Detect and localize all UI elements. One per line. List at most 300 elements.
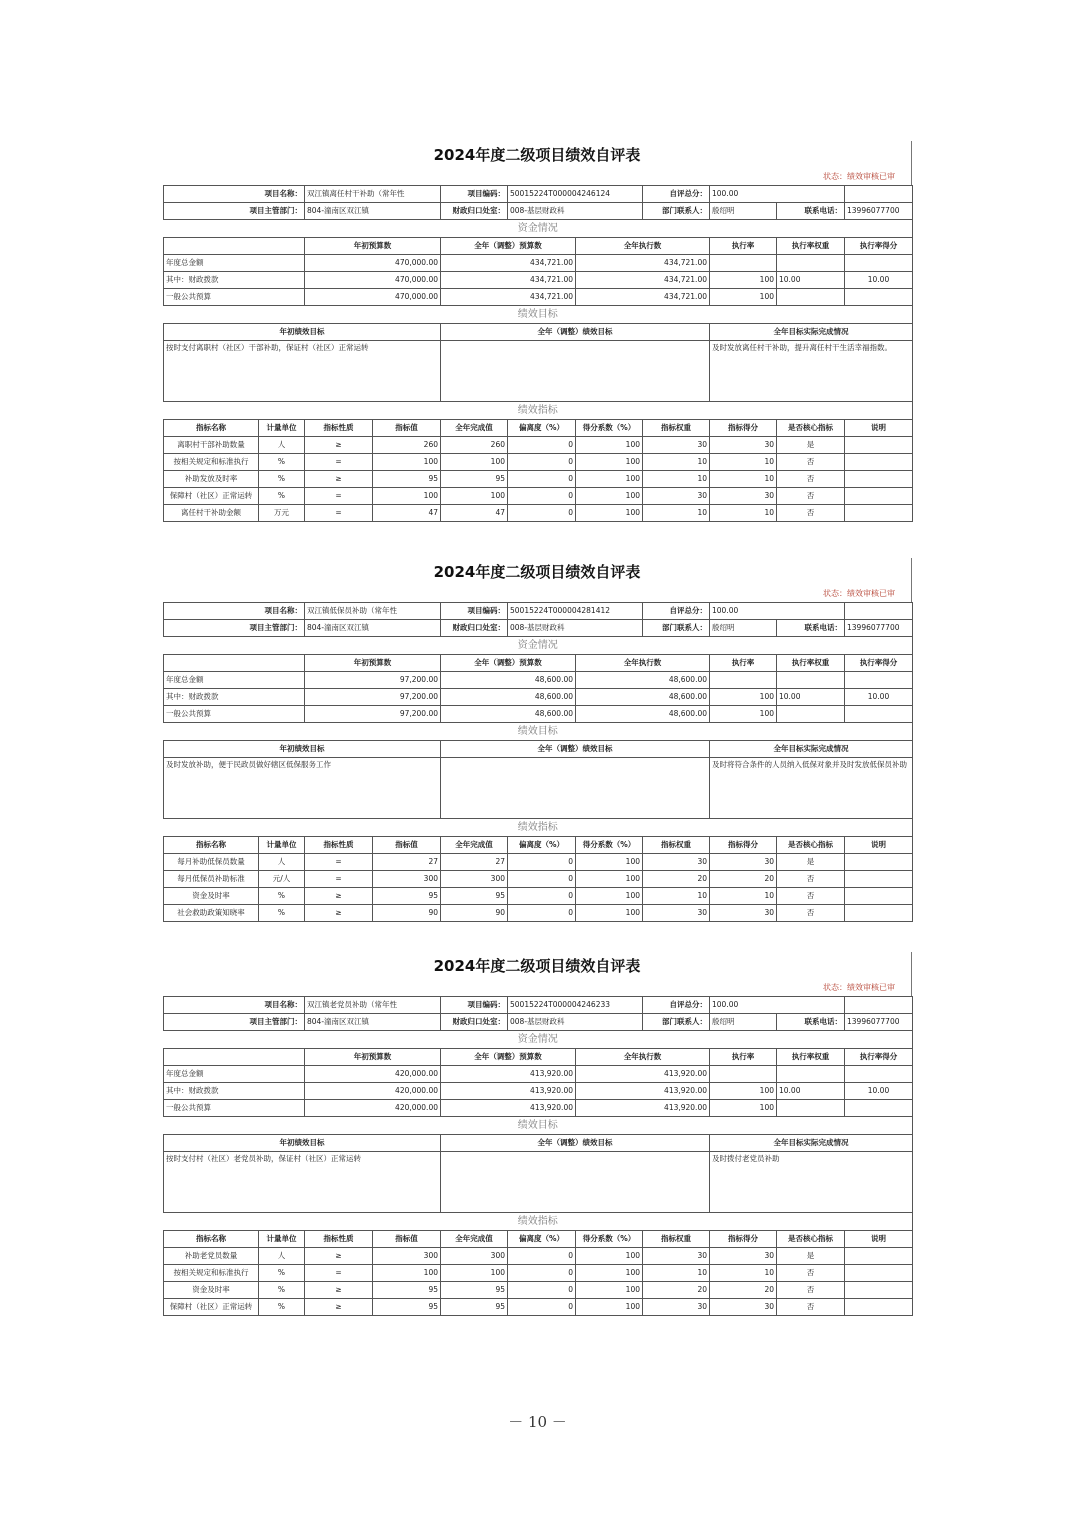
indicator-cell: 100 (576, 905, 643, 922)
indicator-cell: 人 (259, 854, 305, 871)
header-cell: 执行率 (710, 1049, 777, 1066)
indicator-cell: ≥ (305, 1248, 373, 1265)
budget-cell: 413,920.00 (441, 1100, 576, 1117)
indicator-cell: 否 (777, 505, 845, 522)
budget-cell: 10.00 (845, 272, 913, 289)
indicator-cell: 每月补助低保员数量 (164, 854, 259, 871)
budget-cell (845, 706, 913, 723)
indicator-cell: 0 (508, 871, 576, 888)
label-dept: 项目主管部门： (164, 1014, 305, 1031)
indicator-cell: 按相关规定和标准执行 (164, 454, 259, 471)
budget-row (164, 289, 913, 306)
indicator-cell: 30 (643, 488, 710, 505)
label-contact: 部门联系人： (643, 620, 710, 637)
value-self-score: 100.00 (710, 603, 845, 620)
indicator-cell: 90 (441, 905, 508, 922)
goal-adjusted (441, 341, 710, 402)
indicator-cell: 离职村干部补助数量 (164, 437, 259, 454)
indicator-cell: 补助发放及时率 (164, 471, 259, 488)
budget-cell: 10.00 (777, 689, 845, 706)
indicator-cell: 260 (441, 437, 508, 454)
indicator-cell: 补助老党员数量 (164, 1248, 259, 1265)
budget-cell: 48,600.00 (576, 672, 710, 689)
indicator-cell: 300 (441, 871, 508, 888)
budget-cell: 413,920.00 (576, 1083, 710, 1100)
budget-cell: 48,600.00 (441, 689, 576, 706)
header-cell: 计量单位 (259, 1231, 305, 1248)
budget-cell (710, 672, 777, 689)
indicator-cell: 100 (576, 505, 643, 522)
indicator-cell: 是 (777, 1248, 845, 1265)
header-cell: 指标得分 (710, 420, 777, 437)
indicator-cell: 100 (441, 454, 508, 471)
budget-cell: 434,721.00 (441, 289, 576, 306)
indicator-cell: 95 (441, 471, 508, 488)
indicator-cell (845, 871, 913, 888)
header-cell: 指标名称 (164, 420, 259, 437)
header-cell: 指标性质 (305, 1231, 373, 1248)
indicator-row (164, 1282, 913, 1299)
label-finance-office: 财政归口处室： (441, 1014, 508, 1031)
header-cell: 指标性质 (305, 837, 373, 854)
indicator-row (164, 488, 913, 505)
budget-cell: 10.00 (845, 689, 913, 706)
goal-adjusted (441, 1152, 710, 1213)
budget-cell: 420,000.00 (305, 1100, 441, 1117)
indicator-cell: 95 (441, 888, 508, 905)
goal-initial: 及时发放补助，便于民政员做好辖区低保服务工作 (164, 758, 441, 819)
blank-cell (845, 186, 913, 203)
budget-cell: 10.00 (777, 272, 845, 289)
budget-cell (845, 1066, 913, 1083)
indicator-row (164, 1265, 913, 1282)
indicator-cell: 100 (373, 454, 441, 471)
evaluation-table (163, 996, 913, 1316)
indicator-cell: 人 (259, 437, 305, 454)
header-cell: 偏离度（%） (508, 420, 576, 437)
label-phone: 联系电话： (777, 620, 845, 637)
form-title: 2024年度二级项目绩效自评表 (163, 141, 912, 169)
header-cell: 全年目标实际完成情况 (710, 741, 913, 758)
status-label: 状态：绩效审核已审 (163, 980, 912, 996)
value-self-score: 100.00 (710, 997, 845, 1014)
header-cell: 全年执行数 (576, 238, 710, 255)
indicator-cell: = (305, 454, 373, 471)
row-label: 其中：财政拨款 (164, 689, 305, 706)
budget-row (164, 689, 913, 706)
row-label: 其中：财政拨款 (164, 1083, 305, 1100)
indicator-cell: = (305, 488, 373, 505)
section-funds: 资金情况 (164, 637, 913, 655)
label-phone: 联系电话： (777, 203, 845, 220)
indicator-cell: 0 (508, 1265, 576, 1282)
label-project-code: 项目编码： (441, 997, 508, 1014)
indicator-cell (845, 1282, 913, 1299)
budget-cell: 48,600.00 (576, 689, 710, 706)
indicator-row (164, 871, 913, 888)
value-phone: 13996077700 (845, 203, 913, 220)
value-project-code: 50015224T000004246124 (508, 186, 643, 203)
value-contact: 殷绍明 (710, 1014, 777, 1031)
budget-cell: 100 (710, 689, 777, 706)
row-label: 其中：财政拨款 (164, 272, 305, 289)
header-cell: 全年完成值 (441, 420, 508, 437)
indicator-cell: ≥ (305, 888, 373, 905)
form-title: 2024年度二级项目绩效自评表 (163, 952, 912, 980)
header-cell: 是否核心指标 (777, 1231, 845, 1248)
indicator-cell: 100 (373, 488, 441, 505)
header-cell: 说明 (845, 1231, 913, 1248)
header-cell: 指标值 (373, 420, 441, 437)
row-label: 年度总金额 (164, 255, 305, 272)
value-project-name: 双江镇离任村干补助（常年性 (305, 186, 441, 203)
header-cell: 执行率得分 (845, 238, 913, 255)
label-dept: 项目主管部门： (164, 203, 305, 220)
indicator-cell (845, 1265, 913, 1282)
budget-cell: 434,721.00 (576, 272, 710, 289)
indicator-row (164, 437, 913, 454)
section-funds: 资金情况 (164, 220, 913, 238)
indicator-cell: 0 (508, 854, 576, 871)
row-label: 一般公共预算 (164, 706, 305, 723)
indicator-cell: ≥ (305, 471, 373, 488)
header-cell: 年初绩效目标 (164, 741, 441, 758)
budget-cell (710, 255, 777, 272)
indicator-cell: 0 (508, 471, 576, 488)
header-cell: 指标得分 (710, 1231, 777, 1248)
header-cell: 执行率 (710, 238, 777, 255)
budget-row (164, 1066, 913, 1083)
header-cell: 说明 (845, 837, 913, 854)
goal-adjusted (441, 758, 710, 819)
indicator-cell: 10 (710, 471, 777, 488)
header-cell: 执行率 (710, 655, 777, 672)
row-label: 年度总金额 (164, 672, 305, 689)
header-cell: 全年（调整）绩效目标 (441, 741, 710, 758)
budget-cell (777, 1066, 845, 1083)
indicator-cell: 保障村（社区）正常运转 (164, 1299, 259, 1316)
value-project-name: 双江镇老党员补助（常年性 (305, 997, 441, 1014)
indicator-cell: 100 (576, 488, 643, 505)
indicator-cell: = (305, 871, 373, 888)
indicator-cell: 否 (777, 888, 845, 905)
indicator-cell: 100 (576, 1248, 643, 1265)
indicator-cell: 否 (777, 871, 845, 888)
indicator-cell: 0 (508, 437, 576, 454)
indicator-cell (845, 437, 913, 454)
goal-initial: 按时支付村（社区）老党员补助，保证村（社区）正常运转 (164, 1152, 441, 1213)
indicator-cell: ≥ (305, 1282, 373, 1299)
indicator-cell: 100 (441, 1265, 508, 1282)
header-cell: 全年（调整）预算数 (441, 238, 576, 255)
indicator-cell (845, 454, 913, 471)
value-dept: 804-潼南区双江镇 (305, 1014, 441, 1031)
indicator-cell: 否 (777, 1282, 845, 1299)
label-project-code: 项目编码： (441, 603, 508, 620)
header-cell: 全年（调整）绩效目标 (441, 1135, 710, 1152)
budget-cell: 97,200.00 (305, 706, 441, 723)
indicator-cell: 否 (777, 1265, 845, 1282)
budget-cell: 470,000.00 (305, 272, 441, 289)
header-cell: 执行率得分 (845, 655, 913, 672)
value-finance-office: 008-基层财政科 (508, 620, 643, 637)
header-cell: 指标值 (373, 837, 441, 854)
indicator-cell: 95 (373, 471, 441, 488)
evaluation-form-2 (163, 558, 912, 922)
indicator-cell: 100 (576, 437, 643, 454)
indicator-cell: 30 (710, 1248, 777, 1265)
header-cell: 全年（调整）预算数 (441, 1049, 576, 1066)
budget-cell (777, 706, 845, 723)
indicator-cell: 100 (576, 1265, 643, 1282)
indicator-cell: 10 (710, 888, 777, 905)
budget-cell: 434,721.00 (441, 255, 576, 272)
indicator-cell: 0 (508, 1282, 576, 1299)
indicator-cell: 300 (441, 1248, 508, 1265)
label-self-score: 自评总分： (643, 186, 710, 203)
header-cell: 计量单位 (259, 837, 305, 854)
indicator-cell: 27 (373, 854, 441, 871)
indicator-cell: 95 (373, 888, 441, 905)
evaluation-table (163, 185, 913, 522)
budget-row (164, 1100, 913, 1117)
indicator-cell: 20 (710, 871, 777, 888)
section-indicators: 绩效指标 (164, 819, 913, 837)
budget-cell: 100 (710, 1100, 777, 1117)
header-cell: 偏离度（%） (508, 837, 576, 854)
indicator-cell: 30 (643, 854, 710, 871)
indicator-cell: 10 (710, 1265, 777, 1282)
header-cell: 是否核心指标 (777, 837, 845, 854)
header-cell: 执行率权重 (777, 1049, 845, 1066)
indicator-cell: 离任村干补助金额 (164, 505, 259, 522)
value-self-score: 100.00 (710, 186, 845, 203)
label-finance-office: 财政归口处室： (441, 203, 508, 220)
label-contact: 部门联系人： (643, 203, 710, 220)
indicator-cell: 0 (508, 905, 576, 922)
budget-cell: 100 (710, 289, 777, 306)
indicator-cell: 100 (576, 888, 643, 905)
label-project-name: 项目名称： (164, 997, 305, 1014)
indicator-cell: 100 (576, 1299, 643, 1316)
indicator-cell: 是 (777, 854, 845, 871)
blank-cell (164, 655, 305, 672)
indicator-cell: 资金及时率 (164, 888, 259, 905)
header-cell: 全年执行数 (576, 1049, 710, 1066)
indicator-cell: 否 (777, 1299, 845, 1316)
indicator-cell (845, 905, 913, 922)
indicator-cell: 每月低保员补助标准 (164, 871, 259, 888)
indicator-cell: 30 (643, 1299, 710, 1316)
indicator-cell: 否 (777, 454, 845, 471)
indicator-cell: % (259, 1265, 305, 1282)
header-cell: 年初绩效目标 (164, 1135, 441, 1152)
budget-cell (777, 1100, 845, 1117)
indicator-cell: = (305, 1265, 373, 1282)
header-cell: 年初绩效目标 (164, 324, 441, 341)
budget-cell: 420,000.00 (305, 1083, 441, 1100)
form-title: 2024年度二级项目绩效自评表 (163, 558, 912, 586)
evaluation-form-1 (163, 141, 912, 522)
indicator-cell: 10 (710, 505, 777, 522)
label-finance-office: 财政归口处室： (441, 620, 508, 637)
budget-cell: 10.00 (845, 1083, 913, 1100)
budget-cell: 413,920.00 (441, 1066, 576, 1083)
goal-initial: 按时支付离职村（社区）干部补助，保证村（社区）正常运转 (164, 341, 441, 402)
value-finance-office: 008-基层财政科 (508, 203, 643, 220)
header-cell: 指标值 (373, 1231, 441, 1248)
indicator-cell: 95 (373, 1299, 441, 1316)
indicator-row (164, 905, 913, 922)
indicator-cell: 否 (777, 488, 845, 505)
indicator-cell: 是 (777, 437, 845, 454)
header-cell: 指标权重 (643, 837, 710, 854)
header-cell: 指标权重 (643, 1231, 710, 1248)
header-cell: 得分系数（%） (576, 1231, 643, 1248)
value-contact: 殷绍明 (710, 203, 777, 220)
budget-row (164, 1083, 913, 1100)
section-indicators: 绩效指标 (164, 1213, 913, 1231)
header-cell: 指标得分 (710, 837, 777, 854)
indicator-cell: 95 (441, 1282, 508, 1299)
budget-cell: 48,600.00 (441, 706, 576, 723)
indicator-cell: 0 (508, 1299, 576, 1316)
page-number: － 10 － (508, 1413, 567, 1431)
indicator-cell: 万元 (259, 505, 305, 522)
indicator-cell: 90 (373, 905, 441, 922)
indicator-cell: 0 (508, 454, 576, 471)
row-label: 一般公共预算 (164, 289, 305, 306)
indicator-cell (845, 854, 913, 871)
budget-cell: 470,000.00 (305, 289, 441, 306)
indicator-cell: 30 (710, 488, 777, 505)
budget-row (164, 672, 913, 689)
budget-cell: 97,200.00 (305, 689, 441, 706)
budget-cell: 48,600.00 (441, 672, 576, 689)
header-cell: 指标权重 (643, 420, 710, 437)
indicator-cell: 95 (441, 1299, 508, 1316)
indicator-cell: 20 (643, 871, 710, 888)
budget-cell (777, 255, 845, 272)
indicator-cell: % (259, 1299, 305, 1316)
value-contact: 殷绍明 (710, 620, 777, 637)
indicator-cell: 10 (643, 505, 710, 522)
indicator-cell: ≥ (305, 905, 373, 922)
indicator-cell: 0 (508, 888, 576, 905)
header-cell: 执行率权重 (777, 238, 845, 255)
budget-cell (710, 1066, 777, 1083)
budget-cell (777, 289, 845, 306)
blank-cell (845, 997, 913, 1014)
indicator-cell: 100 (576, 471, 643, 488)
indicator-cell: 30 (710, 854, 777, 871)
header-cell: 全年完成值 (441, 1231, 508, 1248)
label-self-score: 自评总分： (643, 997, 710, 1014)
indicator-cell: 10 (643, 471, 710, 488)
indicator-row (164, 1248, 913, 1265)
header-cell: 年初预算数 (305, 238, 441, 255)
header-cell: 指标性质 (305, 420, 373, 437)
header-cell: 全年（调整）绩效目标 (441, 324, 710, 341)
indicator-cell: 30 (710, 905, 777, 922)
budget-row (164, 272, 913, 289)
indicator-cell: 10 (643, 1265, 710, 1282)
header-cell: 得分系数（%） (576, 837, 643, 854)
goal-actual: 及时将符合条件的人员纳入低保对象并及时发放低保员补助 (710, 758, 913, 819)
header-cell: 指标名称 (164, 837, 259, 854)
indicator-cell: 否 (777, 471, 845, 488)
indicator-cell: 元/人 (259, 871, 305, 888)
budget-cell (845, 255, 913, 272)
blank-cell (845, 603, 913, 620)
indicator-cell: 30 (643, 437, 710, 454)
indicator-cell: 社会救助政策知晓率 (164, 905, 259, 922)
section-goals: 绩效目标 (164, 723, 913, 741)
evaluation-form-3 (163, 952, 912, 1316)
budget-cell: 470,000.00 (305, 255, 441, 272)
indicator-row (164, 888, 913, 905)
indicator-cell: 资金及时率 (164, 1282, 259, 1299)
evaluation-table (163, 602, 913, 922)
goal-actual: 及时发放离任村干补助，提升离任村干生活幸福指数。 (710, 341, 913, 402)
indicator-cell: 300 (373, 1248, 441, 1265)
indicator-cell (845, 1248, 913, 1265)
section-funds: 资金情况 (164, 1031, 913, 1049)
indicator-cell: 100 (576, 454, 643, 471)
value-finance-office: 008-基层财政科 (508, 1014, 643, 1031)
indicator-cell: = (305, 854, 373, 871)
label-dept: 项目主管部门： (164, 620, 305, 637)
indicator-cell: 20 (643, 1282, 710, 1299)
budget-cell: 434,721.00 (441, 272, 576, 289)
label-contact: 部门联系人： (643, 1014, 710, 1031)
indicator-cell: 0 (508, 1248, 576, 1265)
indicator-cell: % (259, 888, 305, 905)
indicator-row (164, 505, 913, 522)
value-phone: 13996077700 (845, 620, 913, 637)
indicator-cell: % (259, 905, 305, 922)
indicator-row (164, 854, 913, 871)
indicator-row (164, 454, 913, 471)
indicator-cell: 0 (508, 488, 576, 505)
indicator-cell: 10 (643, 888, 710, 905)
indicator-cell: 30 (710, 1299, 777, 1316)
indicator-cell: 否 (777, 905, 845, 922)
indicator-row (164, 1299, 913, 1316)
header-cell: 得分系数（%） (576, 420, 643, 437)
indicator-cell (845, 505, 913, 522)
indicator-cell: 100 (373, 1265, 441, 1282)
header-cell: 全年（调整）预算数 (441, 655, 576, 672)
indicator-cell: 30 (643, 905, 710, 922)
budget-cell: 413,920.00 (576, 1100, 710, 1117)
indicator-row (164, 471, 913, 488)
value-phone: 13996077700 (845, 1014, 913, 1031)
label-project-name: 项目名称： (164, 603, 305, 620)
budget-cell: 48,600.00 (576, 706, 710, 723)
header-cell: 年初预算数 (305, 655, 441, 672)
budget-cell: 434,721.00 (576, 255, 710, 272)
budget-cell (845, 672, 913, 689)
budget-cell: 97,200.00 (305, 672, 441, 689)
header-cell: 说明 (845, 420, 913, 437)
header-cell: 年初预算数 (305, 1049, 441, 1066)
header-cell: 全年目标实际完成情况 (710, 324, 913, 341)
budget-cell: 100 (710, 272, 777, 289)
indicator-cell (845, 471, 913, 488)
budget-cell: 434,721.00 (576, 289, 710, 306)
indicator-cell (845, 888, 913, 905)
